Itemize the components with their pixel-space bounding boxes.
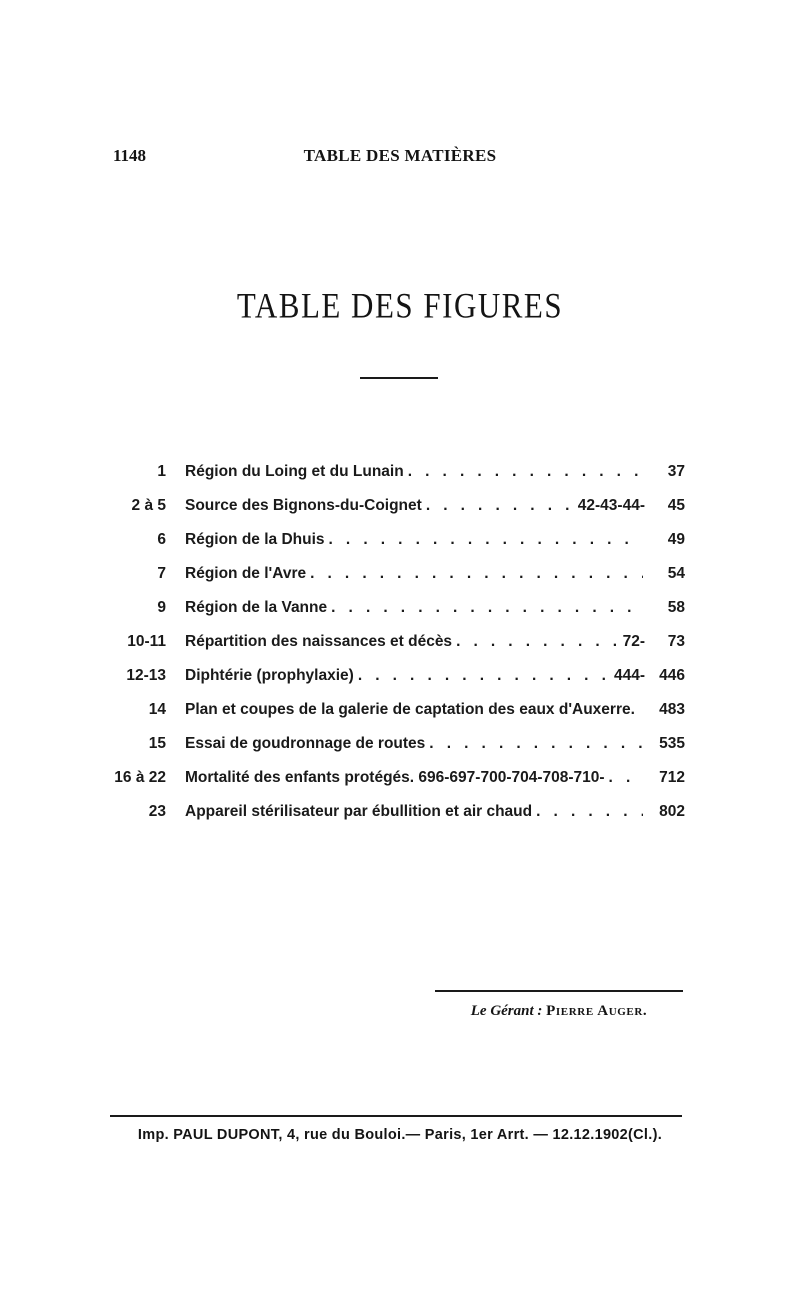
running-title: TABLE DES MATIÈRES <box>303 146 497 165</box>
figure-page: 483 <box>659 701 685 718</box>
figure-page: 37 <box>667 463 685 480</box>
figure-entry <box>0 494 800 518</box>
figure-number: 15 <box>148 735 166 752</box>
figure-title: Répartition des naissances et décès <box>185 633 453 650</box>
dot-leader <box>426 494 576 518</box>
figure-number: 9 <box>157 599 166 616</box>
figure-number: 14 <box>148 701 166 718</box>
figure-title: Région de la Dhuis <box>185 531 325 548</box>
figure-title: Essai de goudronnage de routes <box>185 735 426 752</box>
figure-number: 23 <box>148 803 166 820</box>
figure-entry <box>0 630 800 654</box>
figure-page: 54 <box>667 565 685 582</box>
figure-title: Appareil stérilisateur par ébullition et air chaud <box>185 803 533 820</box>
figure-number: 7 <box>157 565 166 582</box>
section-title: TABLE DES FIGURES <box>236 285 564 326</box>
figure-page-refs: 444- <box>613 667 645 684</box>
title-rule <box>360 377 438 379</box>
figure-number: 16 à 22 <box>114 769 166 786</box>
figure-number: 6 <box>157 531 166 548</box>
figure-page-refs: 42-43-44- <box>577 497 645 514</box>
figure-title: Plan et coupes de la galerie de captation des eaux d'Auxerre. <box>185 701 635 718</box>
figure-number: 10-11 <box>127 633 166 650</box>
figure-entry <box>0 732 800 756</box>
figure-page: 73 <box>667 633 685 650</box>
dot-leader <box>331 596 643 620</box>
figure-title: Région de la Vanne <box>185 599 328 616</box>
dot-leader <box>456 630 621 654</box>
dot-leader <box>358 664 612 688</box>
figure-page: 49 <box>667 531 685 548</box>
figure-number: 12-13 <box>126 667 166 684</box>
manager-signature <box>435 1003 683 1020</box>
figure-page: 712 <box>659 769 685 786</box>
figure-entry <box>0 562 800 586</box>
figure-number: 2 à 5 <box>131 497 166 514</box>
figure-entry <box>0 460 800 484</box>
figure-entry <box>0 528 800 552</box>
imprint-rule <box>110 1115 682 1117</box>
figure-page: 802 <box>659 803 685 820</box>
figure-title: Source des Bignons-du-Coignet <box>185 497 422 514</box>
figure-page-refs: 72- <box>622 633 645 650</box>
figure-entry <box>0 766 800 790</box>
dot-leader <box>310 562 643 586</box>
printer-imprint: Imp. PAUL DUPONT, 4, rue du Bouloi.— Paris, 1er Arrt. — 12.12.1902(Cl.). <box>137 1127 663 1143</box>
figure-entry <box>0 664 800 688</box>
figure-title: Région du Loing et du Lunain <box>185 463 404 480</box>
dot-leader <box>609 766 643 790</box>
figure-title: Mortalité des enfants protégés. 696-697-700-704-708-710- <box>185 769 605 786</box>
figure-page: 58 <box>667 599 685 616</box>
figure-page: 446 <box>659 667 685 684</box>
running-head <box>0 146 800 170</box>
figure-page: 45 <box>667 497 685 514</box>
figure-title: Région de l'Avre <box>185 565 307 582</box>
figure-entry <box>0 698 800 722</box>
manager-rule <box>435 990 683 992</box>
figure-number: 1 <box>157 463 166 480</box>
figure-entry <box>0 800 800 824</box>
dot-leader <box>536 800 643 824</box>
figure-entry <box>0 596 800 620</box>
manager-name: Pierre Auger. <box>546 1003 648 1019</box>
dot-leader <box>429 732 643 756</box>
figure-page: 535 <box>659 735 685 752</box>
dot-leader <box>329 528 643 552</box>
page-number: 1148 <box>113 146 147 165</box>
figure-title: Diphtérie (prophylaxie) <box>185 667 354 684</box>
dot-leader <box>408 460 643 484</box>
manager-label: Le Gérant : <box>470 1003 543 1019</box>
